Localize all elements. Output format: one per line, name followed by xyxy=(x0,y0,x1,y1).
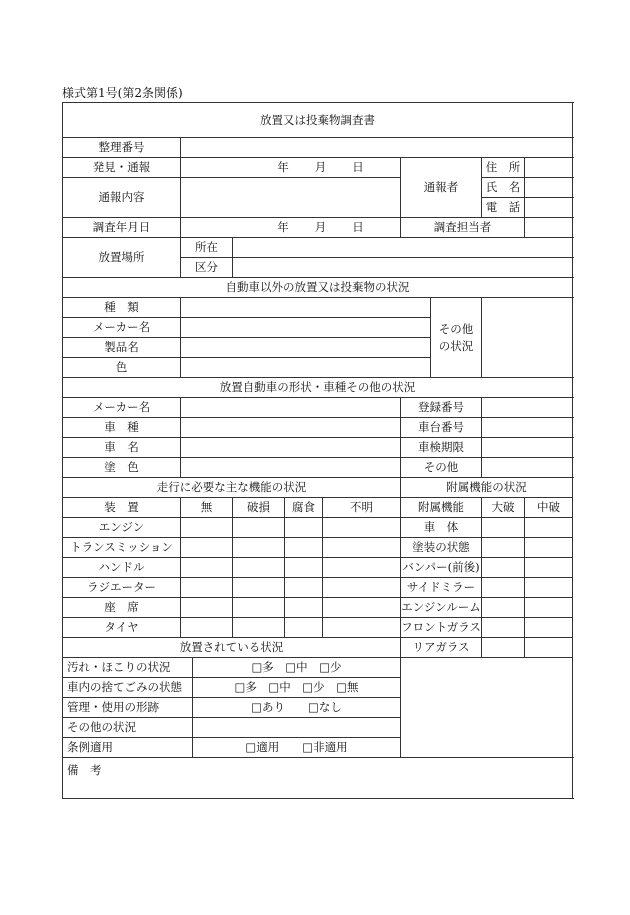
func-cell[interactable] xyxy=(181,518,233,538)
acc-col-major: 大破 xyxy=(482,498,525,518)
func-col-device: 装 置 xyxy=(63,498,181,518)
func-item: ラジエーター xyxy=(63,578,181,598)
car-maker-field[interactable] xyxy=(181,398,401,418)
acc-cell[interactable] xyxy=(482,638,525,658)
usage-options[interactable]: □あり □なし xyxy=(193,698,401,718)
accessories-header: 附属機能の状況 xyxy=(401,478,573,498)
func-item: ハンドル xyxy=(63,558,181,578)
func-cell[interactable] xyxy=(323,598,401,618)
func-item: トランスミッション xyxy=(63,538,181,558)
reg-no-field[interactable] xyxy=(181,138,573,158)
func-cell[interactable] xyxy=(323,618,401,638)
dirt-label: 汚れ・ほこりの状況 xyxy=(63,658,193,678)
acc-cell[interactable] xyxy=(525,638,573,658)
ordinance-options[interactable]: □適用 □非適用 xyxy=(193,738,401,758)
phone-field[interactable] xyxy=(525,198,573,218)
func-cell[interactable] xyxy=(233,598,285,618)
acc-cell[interactable] xyxy=(482,538,525,558)
func-col-broken: 破損 xyxy=(233,498,285,518)
form-number-heading: 様式第1号(第2条関係) xyxy=(62,86,183,100)
inspection-label: 車検期限 xyxy=(401,438,482,458)
kind-field[interactable] xyxy=(181,298,431,318)
acc-cell[interactable] xyxy=(482,518,525,538)
month-label: 月 xyxy=(314,160,327,174)
paint-field[interactable] xyxy=(181,458,401,478)
reg-no-label: 整理番号 xyxy=(63,138,181,158)
acc-item: フロントガラス xyxy=(401,618,482,638)
acc-cell[interactable] xyxy=(525,558,573,578)
usage-label: 管理・使用の形跡 xyxy=(63,698,193,718)
acc-cell[interactable] xyxy=(525,618,573,638)
acc-item: バンパー(前後) xyxy=(401,558,482,578)
acc-cell[interactable] xyxy=(482,598,525,618)
acc-cell[interactable] xyxy=(525,598,573,618)
condition-other-field[interactable] xyxy=(193,718,401,738)
func-col-none: 無 xyxy=(181,498,233,518)
form-title: 放置又は投棄物調査書 xyxy=(63,103,573,138)
place-label: 放置場所 xyxy=(63,238,181,278)
ordinance-label: 条例適用 xyxy=(63,738,193,758)
chassis-no-field[interactable] xyxy=(482,418,573,438)
acc-item: 塗装の状態 xyxy=(401,538,482,558)
condition-header: 放置されている状況 xyxy=(63,638,401,658)
zone-label: 区分 xyxy=(181,258,233,278)
func-cell[interactable] xyxy=(181,538,233,558)
survey-staff-label: 調査担当者 xyxy=(401,218,525,238)
acc-item: サイドミラー xyxy=(401,578,482,598)
zone-field[interactable] xyxy=(233,258,573,278)
func-cell[interactable] xyxy=(323,578,401,598)
func-item: 座 席 xyxy=(63,598,181,618)
phone-label: 電 話 xyxy=(482,198,525,218)
year-label: 年 xyxy=(277,160,289,174)
func-cell[interactable] xyxy=(285,598,323,618)
func-cell[interactable] xyxy=(323,538,401,558)
location-label: 所在 xyxy=(181,238,233,258)
car-name-field[interactable] xyxy=(181,438,401,458)
functions-header: 走行に必要な主な機能の状況 xyxy=(63,478,401,498)
year-label: 年 xyxy=(277,220,289,234)
func-cell[interactable] xyxy=(285,538,323,558)
color-field[interactable] xyxy=(181,358,431,378)
found-label: 発見・通報 xyxy=(63,158,181,178)
acc-cell[interactable] xyxy=(525,578,573,598)
acc-cell[interactable] xyxy=(525,538,573,558)
kind-label: 種 類 xyxy=(63,298,181,318)
found-date-field[interactable] xyxy=(181,158,401,178)
car-type-field[interactable] xyxy=(181,418,401,438)
product-field[interactable] xyxy=(181,338,431,358)
dirt-options[interactable]: □多 □中 □少 xyxy=(193,658,401,678)
func-col-unknown: 不明 xyxy=(323,498,401,518)
acc-item: 車 体 xyxy=(401,518,482,538)
func-cell[interactable] xyxy=(285,518,323,538)
car-maker-label: メーカー名 xyxy=(63,398,181,418)
product-label: 製品名 xyxy=(63,338,181,358)
car-type-label: 車 種 xyxy=(63,418,181,438)
func-item: エンジン xyxy=(63,518,181,538)
month-label: 月 xyxy=(314,220,327,234)
report-content-label: 通報内容 xyxy=(63,178,181,218)
survey-staff-field[interactable] xyxy=(525,218,573,238)
func-cell[interactable] xyxy=(233,558,285,578)
car-header: 放置自動車の形状・車種その他の状況 xyxy=(63,378,573,398)
car-reg-no-label: 登録番号 xyxy=(401,398,482,418)
func-cell[interactable] xyxy=(233,538,285,558)
func-cell[interactable] xyxy=(181,598,233,618)
location-field[interactable] xyxy=(233,238,573,258)
survey-date-label: 調査年月日 xyxy=(63,218,181,238)
car-name-label: 車 名 xyxy=(63,438,181,458)
func-cell[interactable] xyxy=(233,618,285,638)
func-item: タイヤ xyxy=(63,618,181,638)
name-field[interactable] xyxy=(525,178,573,198)
paint-label: 塗 色 xyxy=(63,458,181,478)
acc-col-medium: 中破 xyxy=(525,498,573,518)
acc-col-item: 附属機能 xyxy=(401,498,482,518)
func-cell[interactable] xyxy=(323,518,401,538)
report-content-field[interactable] xyxy=(181,178,401,218)
day-label: 日 xyxy=(352,160,364,174)
chassis-no-label: 車台番号 xyxy=(401,418,482,438)
remarks-label: 備 考 xyxy=(67,763,102,777)
func-cell[interactable] xyxy=(285,578,323,598)
trash-label: 車内の捨てごみの状態 xyxy=(63,678,193,698)
func-cell[interactable] xyxy=(181,618,233,638)
reporter-label: 通報者 xyxy=(401,158,482,218)
color-label: 色 xyxy=(63,358,181,378)
address-label: 住 所 xyxy=(482,158,525,178)
acc-cell[interactable] xyxy=(482,618,525,638)
func-cell[interactable] xyxy=(181,578,233,598)
trash-options[interactable]: □多 □中 □少 □無 xyxy=(193,678,401,698)
maker-field[interactable] xyxy=(181,318,431,338)
acc-cell[interactable] xyxy=(482,558,525,578)
name-label: 氏 名 xyxy=(482,178,525,198)
car-reg-no-field[interactable] xyxy=(482,398,573,418)
address-field[interactable] xyxy=(525,158,573,178)
other-status-label: その他の状況 xyxy=(431,298,482,378)
inspection-field[interactable] xyxy=(482,438,573,458)
func-col-corrosion: 腐食 xyxy=(285,498,323,518)
acc-cell[interactable] xyxy=(525,518,573,538)
func-cell[interactable] xyxy=(285,618,323,638)
non-car-header: 自動車以外の放置又は投棄物の状況 xyxy=(63,278,573,298)
survey-form-table xyxy=(62,102,573,799)
condition-other-label: その他の状況 xyxy=(63,718,193,738)
car-other-field[interactable] xyxy=(482,458,573,478)
car-other-label: その他 xyxy=(401,458,482,478)
remarks-field[interactable] xyxy=(63,758,573,799)
func-cell[interactable] xyxy=(323,558,401,578)
acc-cell[interactable] xyxy=(482,578,525,598)
func-cell[interactable] xyxy=(181,558,233,578)
other-status-field[interactable] xyxy=(482,298,573,378)
maker-label: メーカー名 xyxy=(63,318,181,338)
func-cell[interactable] xyxy=(233,518,285,538)
survey-date-field[interactable] xyxy=(181,218,401,238)
day-label: 日 xyxy=(352,220,364,234)
acc-item: エンジンルーム xyxy=(401,598,482,618)
func-cell[interactable] xyxy=(233,578,285,598)
func-cell[interactable] xyxy=(285,558,323,578)
condition-blank xyxy=(401,658,573,758)
acc-item: リアガラス xyxy=(401,638,482,658)
